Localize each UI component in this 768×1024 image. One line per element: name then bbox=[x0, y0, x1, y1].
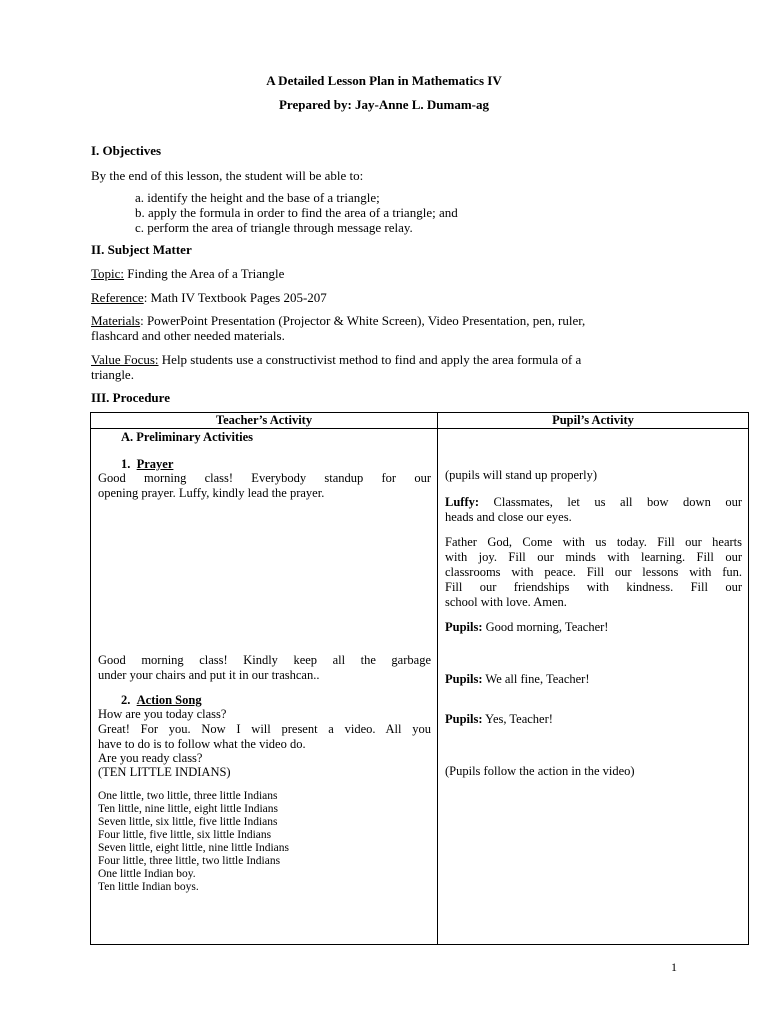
procedure-heading: III. Procedure bbox=[91, 390, 170, 405]
pupil-activity-header: Pupil’s Activity bbox=[438, 413, 749, 429]
lyric-line: Seven little, eight little, nine little Indians bbox=[98, 842, 289, 854]
reference-label: Reference bbox=[91, 290, 144, 305]
topic-line bbox=[91, 266, 284, 281]
lyric-line: One little Indian boy. bbox=[98, 868, 196, 880]
materials-value: : PowerPoint Presentation (Projector & White Screen), Video Presentation, pen, ruler, bbox=[140, 313, 586, 328]
teacher-activity-cell bbox=[91, 429, 438, 945]
prayer-text-line: classrooms with peace. Fill our lessons with fun. bbox=[445, 565, 742, 579]
follow-video-line: (Pupils follow the action in the video) bbox=[445, 764, 635, 778]
topic-value: Finding the Area of a Triangle bbox=[124, 266, 285, 281]
prayer-title: Prayer bbox=[136, 457, 174, 471]
pupils-reply-3 bbox=[445, 712, 553, 726]
pupils-reply-2 bbox=[445, 672, 590, 686]
value-focus-line-2: triangle. bbox=[91, 367, 134, 382]
lyric-line: Four little, three little, two little Indians bbox=[98, 855, 281, 867]
garbage-line-1: Good morning class! Kindly keep all the garbage bbox=[98, 653, 431, 667]
materials-line-2: flashcard and other needed materials. bbox=[91, 328, 285, 343]
document-title: A Detailed Lesson Plan in Mathematics IV bbox=[266, 73, 502, 88]
action-song-number: 2. bbox=[121, 693, 131, 707]
preliminary-activities: A. Preliminary Activities bbox=[121, 430, 254, 444]
luffy-line-1 bbox=[445, 495, 742, 509]
garbage-line-2: under your chairs and put it in our trashcan.. bbox=[98, 668, 320, 682]
objectives-intro: By the end of this lesson, the student will be able to: bbox=[91, 168, 364, 183]
reply-text: We all fine, Teacher! bbox=[482, 672, 590, 686]
prayer-text-line: Father God, Come with us today. Fill our hearts bbox=[445, 535, 742, 549]
topic-label: Topic: bbox=[91, 266, 125, 281]
page-number: 1 bbox=[671, 960, 677, 974]
video-line-1: Great! For you. Now I will present a video. All you bbox=[98, 722, 431, 736]
prayer-number: 1. bbox=[121, 457, 131, 471]
prepared-by: Prepared by: Jay-Anne L. Dumam-ag bbox=[278, 97, 490, 112]
value-focus-label: Value Focus: bbox=[91, 352, 159, 367]
luffy-label: Luffy: bbox=[445, 495, 480, 509]
procedure-table bbox=[90, 412, 749, 945]
prayer-text-line: Fill our friendships with kindness. Fill our bbox=[445, 580, 742, 594]
action-song-title: Action Song bbox=[136, 693, 202, 707]
lyric-line: Seven little, six little, five little Indians bbox=[98, 816, 278, 828]
objective-item: b. apply the formula in order to find the area of a triangle; and bbox=[135, 205, 458, 220]
video-line-2: have to do is to follow what the video do. bbox=[98, 737, 306, 751]
song-name: (TEN LITTLE INDIANS) bbox=[98, 765, 231, 779]
pupils-label: Pupils: bbox=[445, 672, 483, 686]
reference-value: : Math IV Textbook Pages 205-207 bbox=[143, 290, 327, 305]
teacher-activity-header: Teacher’s Activity bbox=[91, 413, 438, 429]
how-are-you-line: How are you today class? bbox=[98, 707, 227, 721]
lyric-line: One little, two little, three little Indians bbox=[98, 790, 278, 802]
lyric-line: Ten little, nine little, eight little Indians bbox=[98, 803, 278, 815]
action-song-heading bbox=[121, 693, 202, 707]
reference-line bbox=[91, 290, 327, 305]
pupils-reply-1 bbox=[445, 620, 608, 634]
materials-label: Materials bbox=[91, 313, 141, 328]
lyric-line: Ten little Indian boys. bbox=[98, 881, 199, 893]
stand-up-line: (pupils will stand up properly) bbox=[445, 468, 598, 482]
value-focus-line bbox=[91, 352, 581, 367]
prayer-line-2: opening prayer. Luffy, kindly lead the prayer. bbox=[98, 486, 325, 500]
prayer-heading bbox=[121, 457, 173, 471]
luffy-text: Classmates, let us all bow down our bbox=[479, 495, 742, 509]
pupil-activity-cell bbox=[438, 429, 749, 945]
pupils-label: Pupils: bbox=[445, 712, 483, 726]
objective-item: c. perform the area of triangle through message relay. bbox=[135, 220, 413, 235]
reply-text: Good morning, Teacher! bbox=[482, 620, 609, 634]
lyric-line: Four little, five little, six little Indians bbox=[98, 829, 272, 841]
prayer-text-line: with joy. Fill our minds with learning. Fill our bbox=[445, 550, 742, 564]
ready-line: Are you ready class? bbox=[98, 751, 203, 765]
objective-item: a. identify the height and the base of a triangle; bbox=[135, 190, 380, 205]
value-focus-value: Help students use a constructivist method to find and apply the area formula of a bbox=[158, 352, 582, 367]
reply-text: Yes, Teacher! bbox=[482, 712, 553, 726]
prayer-line-1: Good morning class! Everybody standup for our bbox=[98, 471, 431, 485]
pupils-label: Pupils: bbox=[445, 620, 483, 634]
objectives-heading: I. Objectives bbox=[91, 143, 162, 158]
prayer-text-line: school with love. Amen. bbox=[445, 595, 567, 609]
materials-line bbox=[91, 313, 585, 328]
subject-matter-heading: II. Subject Matter bbox=[91, 242, 192, 257]
luffy-line-2: heads and close our eyes. bbox=[445, 510, 572, 524]
